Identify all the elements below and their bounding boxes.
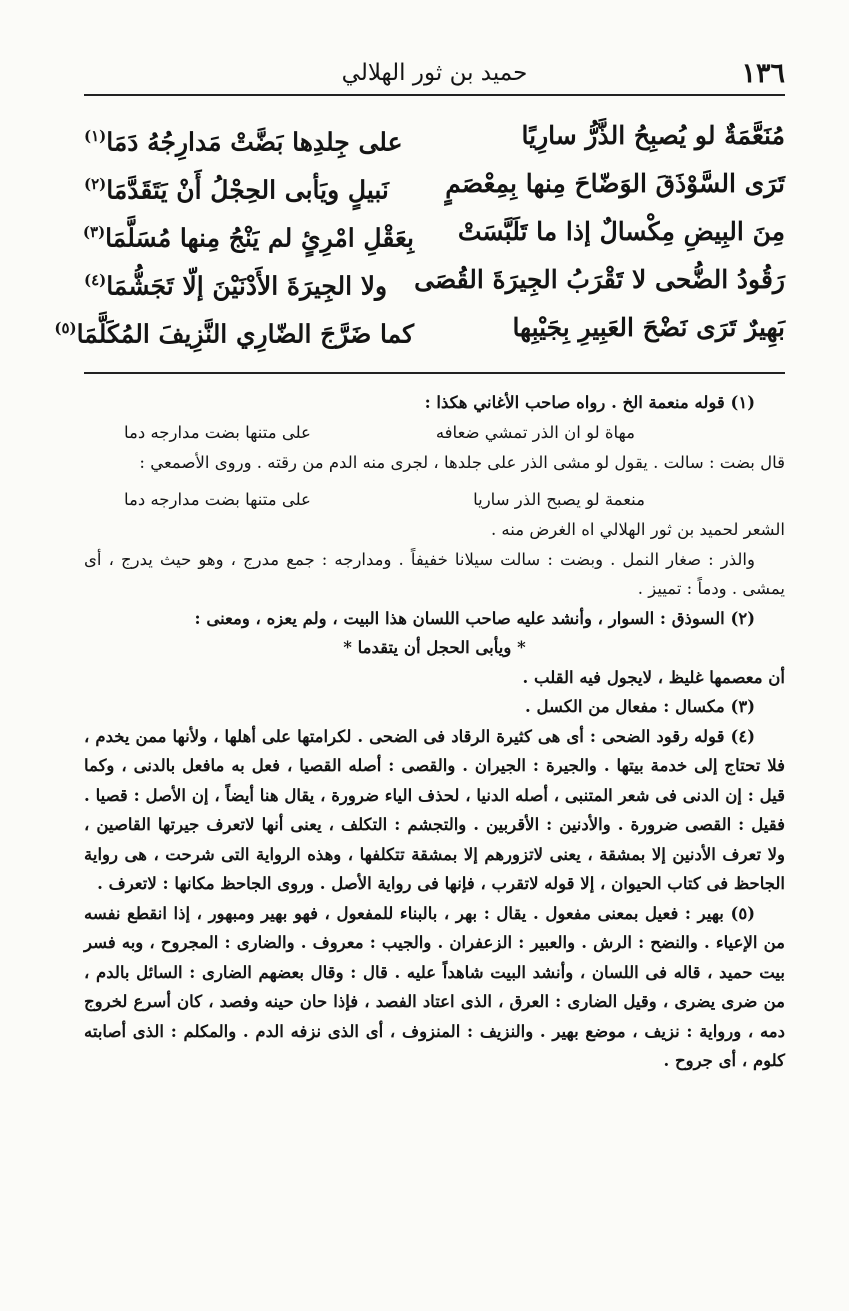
- footnote-1-attribution: الشعر لحميد بن ثور الهلالي اه الغرض منه .: [490, 520, 785, 539]
- quoted-hemistich-a: مهاة لو ان الذر تمشي ضعافه: [435, 422, 635, 442]
- verse: [84, 256, 785, 304]
- footnote-separator: [84, 372, 785, 374]
- running-title: حميد بن ثور الهلالي: [341, 60, 528, 86]
- quoted-hemistich-a: منعمة لو يصبح الذر ساريا: [473, 490, 645, 509]
- verse-first-hemistich: مِنَ البِيضِ مِكْسالٌ إذا ما تَلَبَّسَتْ: [457, 217, 785, 246]
- footnote-2-gloss: أن معصمها غليظ ، لايجول فيه القلب .: [522, 667, 785, 687]
- footnote-1-intro: (١) قوله منعمة الخ . رواه صاحب الأغاني هكذا :: [424, 393, 755, 412]
- spacer: [84, 477, 785, 485]
- footnote-marker: (٤): [84, 271, 107, 289]
- verse: [84, 112, 785, 160]
- verse-second-hemistich: كما ضَرَّجَ الضّارِي النَّزِيفَ المُكَلَّمَا$^{(٥)}$: [54, 319, 414, 349]
- page-number: ١٣٦: [741, 58, 785, 89]
- verse: [54, 304, 785, 352]
- header-rule: [84, 94, 785, 96]
- quoted-verse: [84, 485, 785, 515]
- quoted-hemistich-b: على متنها بضت مدارجه دما: [124, 422, 311, 442]
- verse-second-hemistich: على جِلدِها بَضَّتْ مَدارِجُهُ دَمَا$^{(١)}$: [84, 127, 403, 157]
- footnote-1-text: قال بضت : سالت . يقول لو مشى الذر على جلدها ، لجرى منه الدم من رقته . وروى الأصمعي :: [139, 452, 785, 472]
- verse-first-hemistich: بَهِيرٌ تَرَى نَضْحَ العَبِيرِ بِجَيْبِها: [512, 313, 785, 342]
- verse-second-hemistich: نَبيلٍ ويَأبى الحِجْلُ أَنْ يَتَقَدَّمَا$^{(٢)}$: [84, 175, 389, 205]
- verse: [84, 208, 785, 256]
- verse-first-hemistich: مُنَعَّمَةٌ لو يُصبِحُ الذَّرُّ سارِيًا: [521, 121, 785, 150]
- verse-second-hemistich: ولا الجِيرَةَ الأَدْنَيْنَ إلّا تَجَشُّمَا$^{(٤)}$: [84, 271, 388, 301]
- footnote-3-text: (٣) مكسال : مفعال من الكسل .: [525, 697, 755, 716]
- footnote-marker: (٢): [84, 175, 107, 193]
- verse-second-hemistich: بِعَقْلِ امْرِئٍ لم يَنْجُ مِنها مُسَلَّمَا$^{(٣)}$: [82, 223, 414, 253]
- footnote-2-quoted-hemistich: * ويأبى الحجل أن يتقدما *: [343, 638, 526, 657]
- footnote-4-text: (٤) قوله رقود الضحى : أى هى كثيرة الرقاد فى الضحى . لكرامتها على أهلها ، ولأنها ممن يخدم ، فلا تحتاج إلى خدمة بيتها . والجيرة : الجيران . والقصى : أصله القصيا ، فعل به مافعل بالدنى ، وكما قيل : إن الدنى فى شعر المتنبى ، أصله الدنيا ، لحذف الياء ضرورة ، يقال هنا أيضاً ، إن الأصل : قصيا . فقيل : القصى ضرورة . والأدنين : الأقربين . والتجشم : التكلف ، يعنى أنها لاتعرف جيرتها القاصين ، ولا تعرف الأدنين إلا بمشقة ، يعنى لاتزورهم إلا بمشقة تتكلفها ، وهذه الرواية التى شرحت ، هى رواية الجاحظ فى كتاب الحيوان ، إلا قوله لاتقرب ، فإنها فى رواية الأصل . وروى الجاحظ مكانها : لاتعرف .: [84, 726, 785, 893]
- poem: [54, 112, 785, 352]
- footnote-1-gloss: والذر : صغار النمل . وبضت : سالت سيلانا خفيفاً . ومدارجه : جمع مدرج ، وهو حيث يدرج ، أى يمشى . ودماً : تمييز .: [84, 549, 785, 598]
- page-header: [84, 58, 785, 92]
- verse-first-hemistich: تَرَى السَّوْذَقَ الوَضّاحَ مِنها بِمِعْصَمٍ: [445, 169, 785, 198]
- footnote-marker: (٣): [82, 223, 106, 241]
- quoted-hemistich-b: على متنها بضت مدارجه دما: [124, 490, 311, 509]
- footnote-marker: (٥): [54, 319, 77, 337]
- verse-first-hemistich: رَقُودُ الضُّحى لا تَقْرَبُ الجِيرَةَ القُصَى: [414, 265, 785, 294]
- footnotes: [84, 388, 785, 1076]
- verse: [84, 160, 785, 208]
- footnote-2-text: (٢) السوذق : السوار ، وأنشد عليه صاحب اللسان هذا البيت ، ولم يعزه ، ومعنى :: [194, 608, 755, 628]
- quoted-verse: [84, 418, 785, 448]
- footnote-marker: (١): [84, 127, 107, 145]
- footnote-5-text: (٥) بهير : فعيل بمعنى مفعول . يقال : بهر ، بالبناء للمفعول ، فهو بهير ومبهور ، إذا انقطع نفسه من الإعياء . والنضح : الرش . والعبير : الزعفران . والجيب : معروف . والضارى : المجروح ، وبه فسر بيت حميد ، قاله فى اللسان ، وأنشد البيت شاهداً عليه . قال : وقال بعضهم الضارى : السائل بالدم ، من ضرى يضرى ، وقيل الضارى : العرق ، الذى اعتاد الفصد ، فإذا حان حينه وفصد ، كان أسرع لخروج دمه ، ورواية : نزيف ، موضع بهير . والنزيف : المنزوف ، أى الذى نزفه الدم . والمكلم : الذى أصابته كلوم ، أى جروح .: [84, 903, 785, 1070]
